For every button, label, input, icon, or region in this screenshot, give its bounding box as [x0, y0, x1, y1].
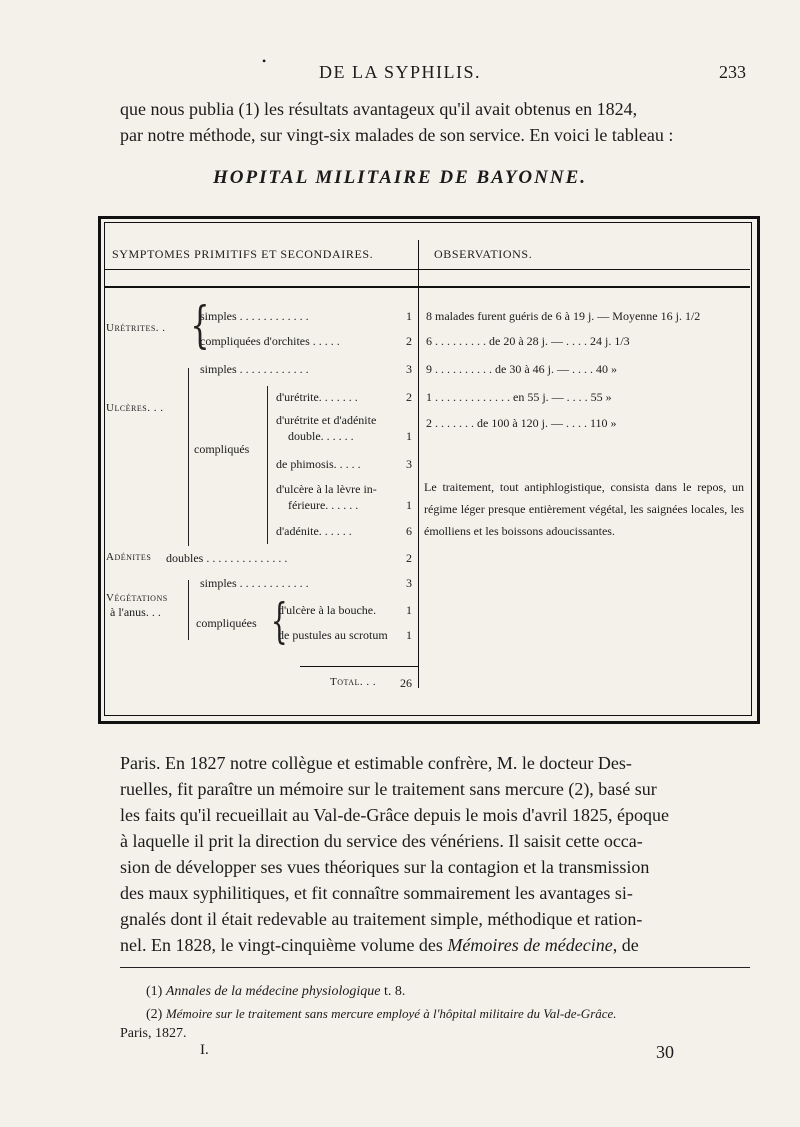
signature-mark: I.	[200, 1042, 209, 1058]
paragraph-line-8-end: , de	[612, 935, 639, 955]
header-rule	[104, 269, 750, 270]
paragraph-line-7: gnalés dont il était redevable au traitement simple, méthodique et ration-	[120, 909, 643, 929]
vegetations-compliquees: compliquées	[196, 616, 257, 630]
ulceres-levre-1: d'ulcère à la lèvre in-	[276, 482, 377, 496]
footnote-2-end: Paris, 1827.	[120, 1026, 187, 1041]
paragraph-line-8-start: nel. En 1828, le vingt-cinquième volume des	[120, 935, 448, 955]
ulceres-levre-count: 1	[406, 498, 412, 512]
total-value: 26	[400, 676, 412, 690]
paragraph-line-8	[120, 932, 750, 959]
footnote-2-title: Mémoire sur le traitement sans mercure employé à l'hôpital militaire du Val-de-Grâce.	[165, 1006, 617, 1021]
vegetations-label-1: Végétations	[106, 592, 168, 604]
ulceres-simples-count: 3	[406, 362, 412, 376]
vegetations-bouche: d'ulcère à la bouche.	[278, 603, 377, 617]
page-number: 233	[719, 62, 746, 82]
ulceres-compliques: compliqués	[194, 442, 250, 456]
urethrites-compliquees: compliquées d'orchites . . . . .	[200, 334, 340, 348]
header-mark: •	[262, 54, 267, 68]
footnote-1-title: Annales de la médecine physiologique	[165, 984, 381, 999]
footnote-1	[146, 982, 405, 1002]
observation-row-5: 2 . . . . . . . de 100 à 120 j. — . . . . 110 »	[426, 416, 617, 430]
vegetations-simples-count: 3	[406, 576, 412, 590]
urethrites-simples-count: 1	[406, 309, 412, 323]
adenites-text: doubles . . . . . . . . . . . . . .	[166, 551, 288, 565]
vegetations-scrotum: de pustules au scrotum	[278, 628, 388, 642]
total-label: Total. . .	[330, 676, 377, 688]
ulceres-levre-2: férieure. . . . . .	[288, 498, 359, 512]
intro-line-1: que nous publia (1) les résultats avantageux qu'il avait obtenus en 1824,	[120, 99, 638, 119]
treatment-note: Le traitement, tout antiphlogistique, consista dans le repos, un régime léger presque entièrement végétal, les saignées locales, les émolliens et les boissons adoucissantes.	[424, 480, 744, 538]
ulceres-urethrite-adenite-2: double. . . . . .	[288, 429, 354, 443]
footnote-rule	[120, 967, 750, 968]
vegetations-brace	[188, 580, 189, 640]
footnote-1-number: (1)	[146, 984, 163, 999]
ulceres-adenite: d'adénite. . . . . .	[276, 524, 352, 538]
ulceres-adenite-count: 6	[406, 524, 412, 538]
vegetations-compliquees-brace: {	[270, 593, 288, 649]
vegetations-simples: simples . . . . . . . . . . . .	[200, 576, 309, 590]
vegetations-bouche-count: 1	[406, 603, 412, 617]
ulceres-label: Ulcères. . .	[106, 402, 164, 414]
header-rule-thick	[104, 286, 750, 288]
observation-row-3: 9 . . . . . . . . . . de 30 à 46 j. — . . . . 40 »	[426, 362, 617, 376]
urethrites-label: Urétrites. .	[106, 322, 166, 334]
ulceres-simples: simples . . . . . . . . . . . .	[200, 362, 309, 376]
paragraph-line-5: sion de développer ses vues théoriques sur la contagion et la transmission	[120, 857, 650, 877]
paragraph-line-2: ruelles, fit paraître un mémoire sur le traitement sans mercure (2), basé sur	[120, 779, 657, 799]
vegetations-label-2: à l'anus. . .	[110, 605, 161, 619]
paragraph-line-3: les faits qu'il recueillait au Val-de-Grâce depuis le mois d'avril 1825, époque	[120, 805, 669, 825]
col2-header: OBSERVATIONS.	[434, 247, 533, 261]
ulceres-urethrite-count: 2	[406, 390, 412, 404]
paragraph-line-1: Paris. En 1827 notre collègue et estimable confrère, M. le docteur Des-	[120, 753, 632, 773]
ulceres-brace	[188, 368, 189, 546]
ulceres-phimosis-count: 3	[406, 457, 412, 471]
urethrites-simples: simples . . . . . . . . . . . .	[200, 309, 309, 323]
ulceres-urethrite-adenite-count: 1	[406, 429, 412, 443]
intro-line-2: par notre méthode, sur vingt-six malades de son service. En voici le tableau :	[120, 125, 674, 145]
adenites-count: 2	[406, 551, 412, 565]
urethrites-brace: {	[190, 296, 210, 354]
footnote-2-number: (2)	[146, 1007, 163, 1022]
memoires-title: Mémoires de médecine	[447, 935, 613, 955]
paragraph-line-4: à laquelle il prit la direction du service des vénériens. Il saisit cette occa-	[120, 831, 643, 851]
signature-page: 30	[656, 1042, 674, 1062]
ulceres-phimosis: de phimosis. . . . .	[276, 457, 361, 471]
adenites-label: Adénites	[106, 551, 152, 563]
ulceres-urethrite-adenite-1: d'urétrite et d'adénite	[276, 413, 377, 427]
paragraph-line-6: des maux syphilitiques, et fit connaître sommairement les avantages si-	[120, 883, 633, 903]
hospital-title: HOPITAL MILITAIRE DE BAYONNE.	[212, 167, 588, 188]
col1-header: SYMPTOMES PRIMITIFS ET SECONDAIRES.	[112, 247, 374, 261]
footnote-1-end: t. 8.	[383, 984, 406, 999]
observation-row-2: 6 . . . . . . . . . de 20 à 28 j. — . . . . 24 j. 1/3	[426, 334, 630, 348]
running-header-title: DE LA SYPHILIS.	[318, 62, 481, 82]
urethrites-compliquees-count: 2	[406, 334, 412, 348]
vegetations-scrotum-count: 1	[406, 628, 412, 642]
column-divider	[418, 240, 419, 688]
total-rule	[300, 666, 418, 667]
observation-row-1: 8 malades furent guéris de 6 à 19 j. — Moyenne 16 j. 1/2	[426, 309, 701, 323]
observation-row-4: 1 . . . . . . . . . . . . . en 55 j. — . . . . 55 »	[426, 390, 612, 404]
ulceres-urethrite: d'urétrite. . . . . . .	[276, 390, 358, 404]
ulceres-compliques-brace	[267, 386, 268, 544]
footnote-2	[146, 1004, 756, 1025]
